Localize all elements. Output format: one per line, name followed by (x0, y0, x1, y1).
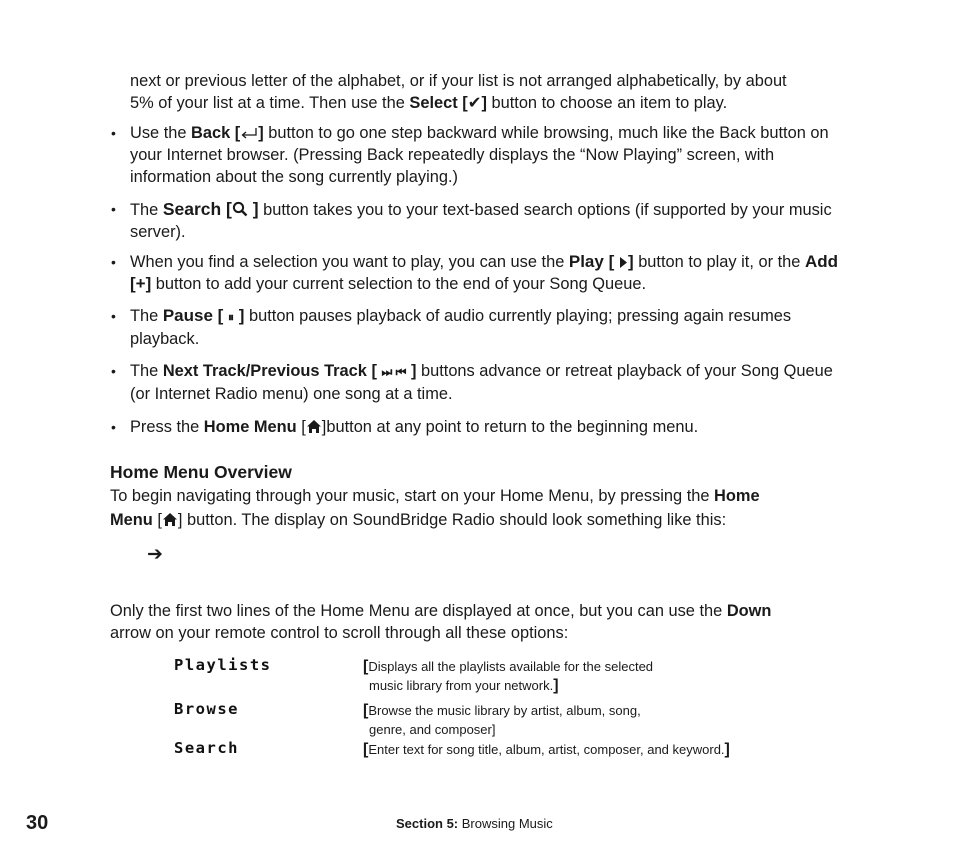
page-number: 30 (26, 812, 49, 834)
play-button-label (569, 252, 634, 271)
search-pre: The (130, 201, 163, 219)
home-bullet (130, 416, 845, 438)
desc-line: Displays all the playlists available for the selected (368, 659, 654, 674)
menu-option-desc (363, 740, 763, 759)
down-bold: Down (726, 602, 772, 620)
bracket-close: ] (481, 94, 487, 112)
search-post: button takes you to your text-based search options (if supported by your music server). (130, 201, 832, 241)
display-arrow-icon: ➔ (147, 544, 163, 565)
back-post: button to go one step backward while browsing, much like the Back button on your Internet browser. (Pressing Back repeatedly displays the “Now Playing” screen, with information about the song currently playing.) (130, 124, 829, 186)
pause-label: Pause [ (162, 306, 229, 325)
return-arrow-icon (240, 127, 258, 140)
menu-option-name: Playlists (174, 656, 272, 674)
bullet-mark: • (111, 363, 116, 379)
section-intro (110, 485, 830, 532)
search-label: Search [ (162, 199, 232, 219)
intro-line-1: next or previous letter of the alphabet, or if your list is not arranged alphabetically, by about (130, 72, 787, 90)
intro-line-2 (130, 92, 845, 114)
pause-button-label (163, 306, 245, 325)
intro-text-end: button to choose an item to play. (486, 94, 728, 112)
home-menu-label: Home Menu (203, 418, 297, 436)
footer-section (396, 816, 553, 831)
back-pre: Use the (130, 124, 192, 142)
search-button-label (163, 199, 259, 219)
home-bold: Home (714, 487, 760, 505)
pause-pre: The (130, 307, 163, 325)
scroll-text: Only the first two lines of the Home Menu are displayed at once, but you can use the (110, 602, 727, 620)
scroll-paragraph (110, 600, 830, 644)
footer-section-label: Section 5: (396, 816, 459, 831)
next-post: buttons advance or retreat playback of your Song Queue (or Internet Radio menu) one song at a time. (130, 362, 833, 403)
scroll-text-end: arrow on your remote control to scroll through all these options: (110, 624, 569, 642)
back-button-label (191, 124, 264, 142)
desc-line: Browse the music library by artist, album, song, (368, 703, 641, 718)
menu-bold: Menu (110, 510, 153, 529)
menu-option-desc (363, 657, 693, 695)
bullet-mark: • (111, 308, 116, 324)
skip-track-icons: ⏭ ⏮ (381, 365, 407, 379)
bullet-mark: • (111, 201, 116, 217)
back-label: Back [ (191, 124, 241, 142)
menu-option-desc (363, 701, 693, 739)
play-bullet (130, 251, 845, 295)
home-pre: Press the (130, 418, 204, 436)
play-mid: button to play it, or the (633, 253, 805, 271)
section-intro-text: To begin navigating through your music, start on your Home Menu, by pressing the (110, 487, 715, 505)
add-button-label: Add [+] (130, 252, 838, 293)
bullet-mark: • (111, 254, 116, 270)
pause-close: ] (234, 306, 245, 325)
pause-post: button pauses playback of audio currently playing; pressing again resumes playback. (130, 307, 792, 348)
play-post: button to add your current selection to the end of your Song Queue. (151, 275, 647, 293)
search-close: ] (247, 199, 259, 219)
desc-line: genre, and composer] (369, 722, 496, 737)
bracket-open: [ (363, 741, 369, 758)
bracket-close: ] (553, 677, 559, 694)
intro-text: 5% of your list at a time. Then use the (130, 94, 410, 112)
back-close: ] (258, 124, 264, 142)
menu-option-name: Browse (174, 700, 239, 718)
section-open: [ (152, 510, 162, 529)
footer-section-title: Browsing Music (458, 816, 553, 831)
section-heading: Home Menu Overview (110, 462, 292, 482)
desc-line: Enter text for song title, album, artist, composer, and keyword. (368, 742, 725, 757)
back-bullet (130, 122, 845, 188)
section-intro-end: ] button. The display on SoundBridge Radio should look something like this: (177, 510, 727, 529)
desc-line: music library from your network. (369, 678, 554, 693)
bracket-close: ] (724, 741, 730, 758)
menu-option-name: Search (174, 739, 239, 757)
home-icon (162, 512, 178, 527)
bullet-mark: • (111, 419, 116, 435)
home-post: ]button at any point to return to the beginning menu. (321, 418, 699, 436)
select-label: Select [ (409, 94, 468, 112)
pause-bullet (130, 305, 845, 350)
play-triangle-icon (619, 256, 628, 269)
play-pre: When you find a selection you want to play, you can use the (130, 253, 569, 271)
checkmark-icon: ✔ (467, 94, 482, 112)
magnifier-icon (232, 201, 248, 217)
bracket-open: [ (363, 658, 369, 675)
bracket-open: [ (363, 702, 369, 719)
next-previous-label (163, 362, 417, 380)
select-button-label (409, 94, 487, 112)
bullet-mark: • (111, 125, 116, 141)
pause-icon: ⏸ (228, 310, 235, 324)
home-open: [ (296, 418, 306, 436)
intro-paragraph (130, 70, 845, 114)
next-pre: The (130, 362, 163, 380)
next-label: Next Track/Previous Track [ (162, 362, 382, 380)
next-close: ] (406, 362, 417, 380)
home-icon (306, 419, 322, 434)
search-bullet (130, 198, 845, 243)
play-label: Play [ (568, 252, 619, 271)
next-track-bullet (130, 360, 845, 405)
play-close: ] (627, 252, 634, 271)
